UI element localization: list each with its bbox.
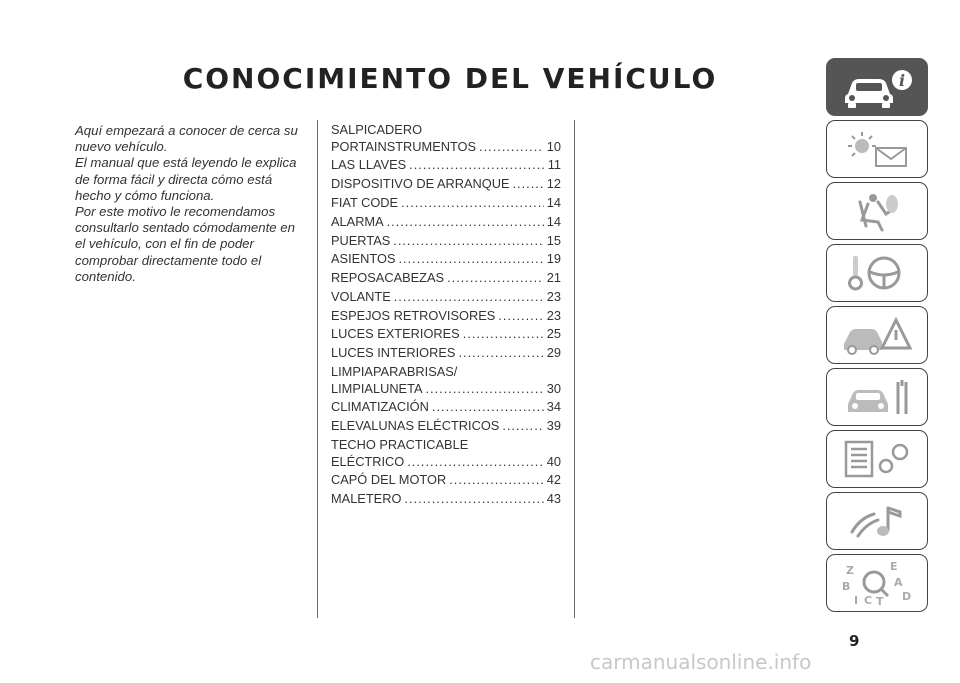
index-letter: A bbox=[894, 576, 903, 589]
toc-entry-prefix: TECHO PRACTICABLE bbox=[331, 436, 469, 452]
tab-maintenance[interactable] bbox=[826, 368, 928, 426]
index-letter: I bbox=[854, 594, 859, 606]
toc-entry-label: ESPEJOS RETROVISORES bbox=[331, 307, 496, 323]
toc-entry-label: LUCES INTERIORES bbox=[331, 345, 456, 361]
toc-entry[interactable] bbox=[331, 472, 561, 489]
table-of-contents bbox=[331, 122, 561, 510]
index-letter: Z bbox=[846, 564, 854, 577]
steering-wheel-key-icon bbox=[838, 250, 916, 296]
toc-entry-page: 10 bbox=[546, 138, 561, 154]
toc-entry[interactable] bbox=[331, 195, 561, 212]
toc-entry-page: 14 bbox=[546, 213, 561, 229]
car-service-tools-icon bbox=[838, 374, 916, 420]
toc-entry-page: 21 bbox=[546, 270, 561, 286]
toc-leader-dots bbox=[447, 270, 544, 287]
toc-entry-label: CLIMATIZACIÓN bbox=[331, 399, 429, 415]
toc-leader-dots bbox=[502, 418, 543, 435]
toc-leader-dots bbox=[394, 289, 544, 306]
toc-entry[interactable] bbox=[331, 399, 561, 416]
toc-entry[interactable] bbox=[331, 214, 561, 231]
toc-entry-page: 43 bbox=[546, 491, 561, 507]
toc-entry-page: 14 bbox=[546, 194, 561, 210]
toc-entry-label: LUCES EXTERIORES bbox=[331, 326, 460, 342]
column-divider-right bbox=[574, 120, 575, 618]
toc-entry-page: 30 bbox=[546, 380, 561, 396]
toc-entry[interactable] bbox=[331, 139, 561, 156]
tab-multimedia[interactable] bbox=[826, 492, 928, 550]
toc-entry-label: PORTAINSTRUMENTOS bbox=[331, 138, 477, 154]
toc-entry-label: ALARMA bbox=[331, 213, 384, 229]
toc-leader-dots bbox=[393, 233, 544, 250]
tab-vehicle-knowledge[interactable] bbox=[826, 58, 928, 116]
tab-emergency[interactable] bbox=[826, 306, 928, 364]
toc-entry-label: VOLANTE bbox=[331, 288, 391, 304]
toc-entry[interactable] bbox=[331, 289, 561, 306]
toc-entry-page: 42 bbox=[546, 472, 561, 488]
toc-leader-dots bbox=[498, 308, 543, 325]
svg-text:i: i bbox=[898, 71, 906, 90]
toc-entry[interactable] bbox=[331, 251, 561, 268]
toc-entry-page: 25 bbox=[546, 326, 561, 342]
toc-section-header: SALPICADERO bbox=[331, 122, 423, 137]
toc-entry-page: 19 bbox=[546, 251, 561, 267]
watermark-text[interactable]: carmanualsonline.info bbox=[590, 650, 812, 674]
toc-leader-dots bbox=[449, 472, 544, 489]
tab-technical-data[interactable] bbox=[826, 430, 928, 488]
tab-index[interactable] bbox=[826, 554, 928, 612]
toc-entry-label: ELÉCTRICO bbox=[331, 453, 405, 469]
intro-text bbox=[75, 123, 305, 285]
toc-entry-label: FIAT CODE bbox=[331, 194, 399, 210]
toc-entry-page: 15 bbox=[546, 232, 561, 248]
toc-entry[interactable] bbox=[331, 157, 561, 174]
tab-safety[interactable] bbox=[826, 182, 928, 240]
multimedia-note-icon bbox=[838, 498, 916, 544]
intro-paragraph: Aquí empezará a conocer de cerca su nuevo vehículo. bbox=[75, 123, 298, 155]
toc-entry-label: CAPÓ DEL MOTOR bbox=[331, 472, 447, 488]
toc-leader-dots bbox=[432, 399, 544, 416]
toc-entry-label: ASIENTOS bbox=[331, 251, 396, 267]
toc-entry-label: ELEVALUNAS ELÉCTRICOS bbox=[331, 418, 500, 434]
toc-leader-dots bbox=[458, 345, 543, 362]
toc-leader-dots bbox=[401, 195, 544, 212]
page-title: CONOCIMIENTO DEL VEHÍCULO bbox=[182, 62, 718, 95]
page-number: 9 bbox=[849, 632, 860, 650]
toc-leader-dots bbox=[426, 381, 544, 398]
toc-entry[interactable] bbox=[331, 270, 561, 287]
toc-entry[interactable] bbox=[331, 381, 561, 398]
toc-entry[interactable] bbox=[331, 308, 561, 325]
toc-entry[interactable] bbox=[331, 491, 561, 508]
toc-entry[interactable] bbox=[331, 418, 561, 435]
tab-starting-driving[interactable] bbox=[826, 244, 928, 302]
toc-entry-page: 12 bbox=[546, 176, 561, 192]
toc-leader-dots bbox=[398, 251, 543, 268]
toc-leader-dots bbox=[479, 139, 544, 156]
seat-airbag-icon bbox=[838, 188, 916, 234]
toc-entry-page: 29 bbox=[546, 345, 561, 361]
warning-lights-mail-icon bbox=[838, 126, 916, 172]
toc-leader-dots bbox=[404, 491, 543, 508]
toc-entry-label: MALETERO bbox=[331, 491, 402, 507]
toc-leader-dots bbox=[407, 454, 544, 471]
toc-entry-page: 34 bbox=[546, 399, 561, 415]
index-letter: E bbox=[890, 560, 898, 573]
index-letter: T bbox=[876, 595, 884, 606]
column-divider-left bbox=[317, 120, 318, 618]
toc-entry[interactable] bbox=[331, 233, 561, 250]
toc-entry-page: 11 bbox=[547, 157, 561, 173]
specifications-gears-icon bbox=[838, 436, 916, 482]
intro-paragraph: Por este motivo le recomendamos consultarlo sentado cómodamente en el vehículo, con el fin de poder comprobar directamente todo el contenido. bbox=[75, 204, 295, 284]
index-letter: B bbox=[842, 580, 851, 593]
toc-entry[interactable] bbox=[331, 454, 561, 471]
index-letter: C bbox=[864, 594, 873, 606]
car-info-icon bbox=[838, 64, 916, 110]
toc-leader-dots bbox=[463, 326, 544, 343]
tab-dashboard-lights[interactable] bbox=[826, 120, 928, 178]
toc-leader-dots bbox=[387, 214, 544, 231]
index-letter: D bbox=[902, 590, 912, 603]
toc-entry[interactable] bbox=[331, 326, 561, 343]
toc-entry-label: REPOSACABEZAS bbox=[331, 270, 445, 286]
toc-leader-dots bbox=[512, 176, 543, 193]
toc-entry-label: PUERTAS bbox=[331, 232, 391, 248]
index-alphabet-search-icon bbox=[838, 560, 916, 606]
toc-entry-prefix: LIMPIAPARABRISAS/ bbox=[331, 363, 458, 379]
chapter-tabs bbox=[826, 58, 930, 616]
toc-entry-page: 23 bbox=[546, 288, 561, 304]
toc-entry-page: 40 bbox=[546, 453, 561, 469]
toc-entry-label: DISPOSITIVO DE ARRANQUE bbox=[331, 176, 510, 192]
toc-entry[interactable] bbox=[331, 345, 561, 362]
toc-entry-page: 39 bbox=[546, 418, 561, 434]
toc-entry-label: LAS LLAVES bbox=[331, 157, 407, 173]
toc-entry[interactable] bbox=[331, 176, 561, 193]
toc-entry-label: LIMPIALUNETA bbox=[331, 380, 423, 396]
intro-paragraph: El manual que está leyendo le explica de forma fácil y directa cómo está hecho y cómo funciona. bbox=[75, 155, 297, 203]
car-accident-warning-icon bbox=[838, 312, 916, 358]
toc-entry-page: 23 bbox=[546, 307, 561, 323]
toc-leader-dots bbox=[409, 157, 544, 174]
